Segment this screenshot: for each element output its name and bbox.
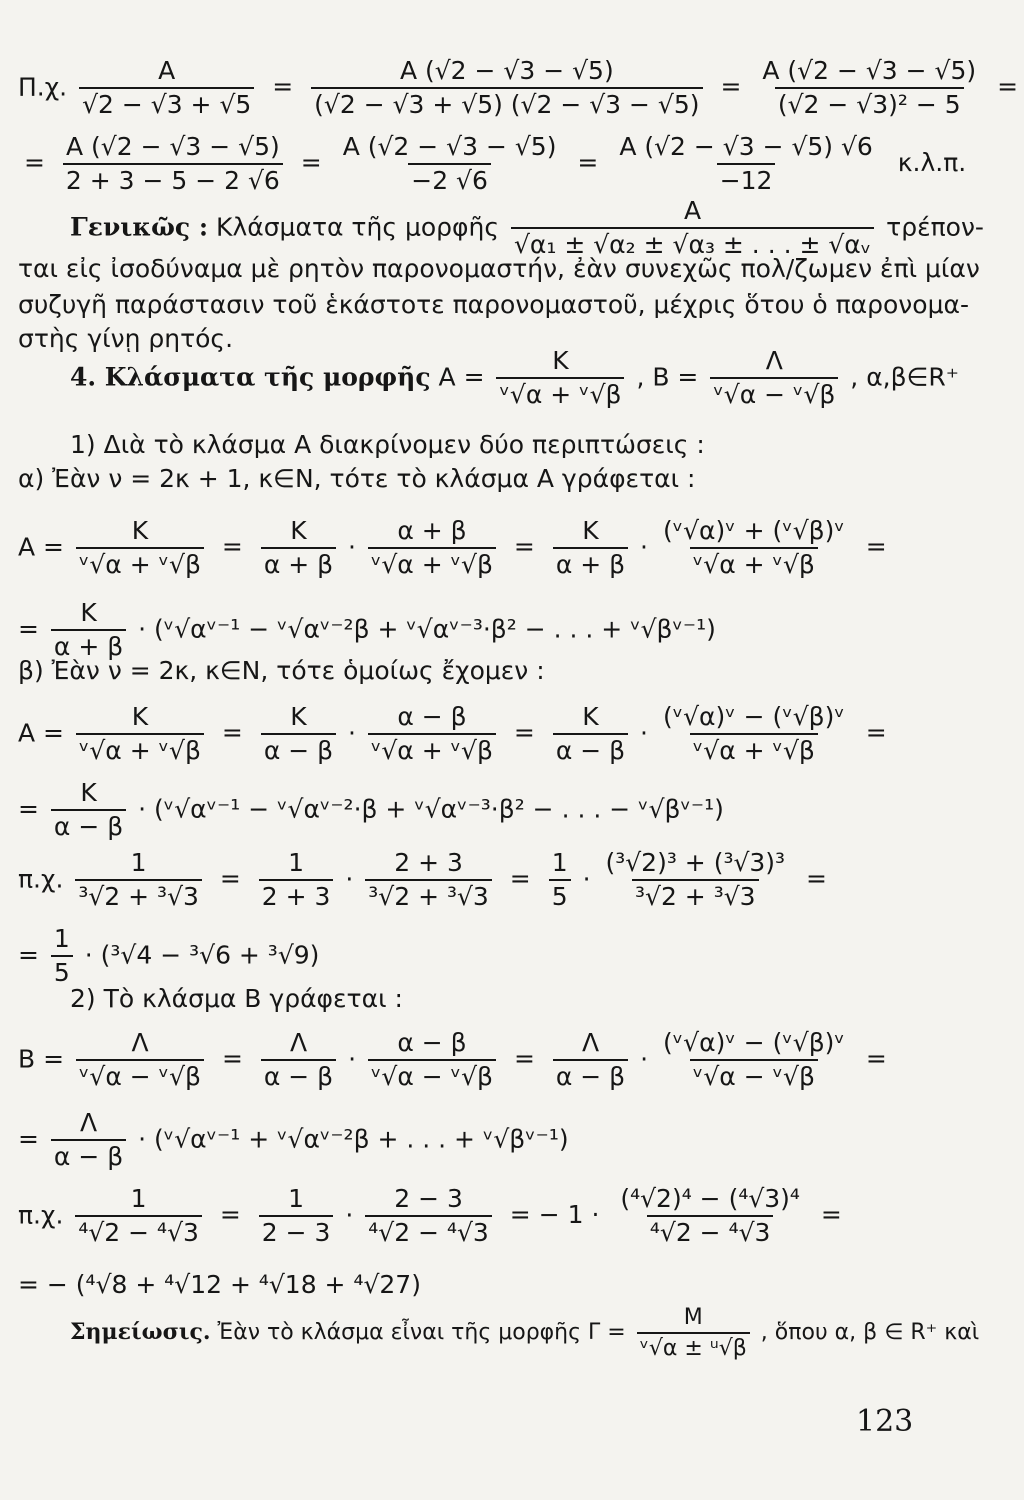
fraction: $\frac{1}{2 - 3}$	[259, 1186, 334, 1247]
equation-line: = $\frac{K}{\alpha - \beta}$ · (ᵛ√αᵛ⁻¹ − ᵛ√αᵛ⁻²·β + ᵛ√αᵛ⁻³·β² − . . . − ᵛ√βᵛ⁻¹)	[18, 778, 724, 842]
fraction: $\frac{\text{(ᵛ√α)ᵛ − (ᵛ√β)ᵛ}}{\text{ᵛ√α − ᵛ√β}}$	[663, 1028, 845, 1092]
fraction: $\frac{2 + 3}{\text{³√2 + ³√3}}$	[365, 850, 492, 911]
equation-line: = $\frac{K}{\alpha + \beta}$ · (ᵛ√αᵛ⁻¹ − ᵛ√αᵛ⁻²β + ᵛ√αᵛ⁻³·β² − . . . + ᵛ√βᵛ⁻¹)	[18, 598, 716, 662]
fraction: $\frac{K}{\alpha + \beta}$	[51, 600, 126, 661]
paragraph-line: στὴς γίνῃ ρητός.	[18, 324, 234, 353]
fraction: $\frac{1}{5}$	[51, 926, 73, 987]
fraction: $\frac{A}{√2 - √3 + √5}$	[79, 58, 254, 119]
paragraph-line: ται εἰς ἰσοδύναμα μὲ ρητὸν παρονομαστήν, ἐὰν συνεχῶς πολ/ζωμεν ἐπὶ μίαν	[18, 254, 980, 283]
fraction: $\frac{\Lambda}{\text{ᵛ√α − ᵛ√β}}$	[710, 348, 838, 409]
case-alpha-text: α) Ἐὰν ν = 2κ + 1, κ∈N, τότε τὸ κλάσμα A γράφεται :	[18, 464, 696, 493]
example-line-2: = $\frac{A (√2 - √3 - √5)}{2 + 3 - 5 - 2 √6}$ = $\frac{A (√2 - √3 - √5)}{-2 √6}$ = $\frac{A (√2 - √3 - √5) √6}{-12}$ κ.λ.π.	[24, 132, 967, 196]
fraction: $\frac{1}{\text{³√2 + ³√3}}$	[75, 850, 202, 911]
fraction: $\frac{A (√2 - √3 - √5)}{(√2 - √3 + √5) (√2 - √3 - √5)}$	[311, 58, 702, 119]
example-line: π.χ. $\frac{1}{\text{³√2 + ³√3}}$ = $\frac{1}{2 + 3}$ · $\frac{2 + 3}{\text{³√2 + ³√3}}$ = $\frac{1}{5}$ · $\frac{\text{(³√2)³ + (³√3)³}}{\text{³√2 + ³√3}}$ =	[18, 848, 827, 912]
fraction: $\frac{K}{\text{ᵛ√α + ᵛ√β}}$	[76, 518, 204, 579]
example-line-1: Π.χ. $\frac{A}{√2 - √3 + √5}$ = $\frac{A (√2 - √3 - √5)}{(√2 - √3 + √5) (√2 - √3 - √5)}$ = $\frac{A (√2 - √3 - √5)}{\text{(√2 − √3)² − 5}}$ =	[18, 56, 1019, 120]
fraction: $\frac{A (√2 - √3 - √5) √6}{-12}$	[619, 132, 873, 196]
case-beta-text: β) Ἐὰν ν = 2κ, κ∈N, τότε ὁμοίως ἔχομεν :	[18, 656, 545, 685]
fraction: $\frac{\Lambda}{\alpha - \beta}$	[553, 1030, 628, 1091]
fraction: $\frac{K}{\alpha - \beta}$	[261, 704, 336, 765]
equation-line: = $\frac{1}{5}$ · (³√4 − ³√6 + ³√9)	[18, 924, 320, 988]
fraction: $\frac{\alpha - \beta}{\text{ᵛ√α − ᵛ√β}}$	[368, 1030, 496, 1091]
case-2-text: 2) Τὸ κλάσμα B γράφεται :	[70, 984, 403, 1013]
fraction: $\frac{A}{\text{√α₁ ± √α₂ ± √α₃ ± . . . ± √αᵥ}}$	[511, 198, 874, 259]
case-1-text: 1) Διὰ τὸ κλάσμα A διακρίνομεν δύο περιπτώσεις :	[70, 430, 705, 459]
note-line: Σημείωσις. Ἐὰν τὸ κλάσμα εἶναι τῆς μορφῆς Γ = $\frac{M}{\text{ᵛ√α ± ᵘ√β}}$ , ὅπου α, β ∈ R⁺ καὶ	[70, 1305, 980, 1362]
fraction: $\frac{\Lambda}{\text{ᵛ√α − ᵛ√β}}$	[76, 1030, 204, 1091]
fraction: $\frac{K}{\text{ᵛ√α + ᵛ√β}}$	[76, 704, 204, 765]
fraction: $\frac{K}{\alpha - \beta}$	[51, 780, 126, 841]
example-label: Π.χ.	[18, 72, 68, 102]
fraction: $\frac{\Lambda}{\alpha - \beta}$	[261, 1030, 336, 1091]
fraction: $\frac{1}{5}$	[549, 850, 571, 911]
general-rule-line: Γενικῶς : Κλάσματα τῆς μορφῆς $\frac{A}{\text{√α₁ ± √α₂ ± √α₃ ± . . . ± √αᵥ}}$ τρέπον-	[70, 196, 984, 260]
equation-line: A = $\frac{K}{\text{ᵛ√α + ᵛ√β}}$ = $\frac{K}{\alpha - \beta}$ · $\frac{\alpha - \beta}{\text{ᵛ√α + ᵛ√β}}$ = $\frac{K}{\alpha - \beta}$ · $\frac{\text{(ᵛ√α)ᵛ − (ᵛ√β)ᵛ}}{\text{ᵛ√α + ᵛ√β}}$ =	[18, 702, 887, 766]
fraction: $\frac{A (√2 - √3 - √5)}{-2 √6}$	[342, 132, 557, 196]
fraction: $\frac{K}{\alpha + \beta}$	[553, 518, 628, 579]
equation-line: = − (⁴√8 + ⁴√12 + ⁴√18 + ⁴√27)	[18, 1270, 421, 1299]
general-label: Γενικῶς :	[70, 212, 209, 242]
fraction: $\frac{\alpha - \beta}{\text{ᵛ√α + ᵛ√β}}$	[368, 704, 496, 765]
fraction: $\frac{\text{(ᵛ√α)ᵛ + (ᵛ√β)ᵛ}}{\text{ᵛ√α + ᵛ√β}}$	[662, 516, 845, 580]
equation-line: A = $\frac{K}{\text{ᵛ√α + ᵛ√β}}$ = $\frac{K}{\alpha + \beta}$ · $\frac{\alpha + \beta}{\text{ᵛ√α + ᵛ√β}}$ = $\frac{K}{\alpha + \beta}$ · $\frac{\text{(ᵛ√α)ᵛ + (ᵛ√β)ᵛ}}{\text{ᵛ√α + ᵛ√β}}$ =	[18, 516, 887, 580]
page-number: 123	[856, 1404, 914, 1439]
fraction: $\frac{A (√2 - √3 - √5)}{\text{(√2 − √3)² − 5}}$	[762, 56, 977, 120]
fraction: $\frac{1}{2 + 3}$	[259, 850, 334, 911]
note-label: Σημείωσις.	[70, 1319, 211, 1346]
fraction: $\frac{\text{(³√2)³ + (³√3)³}}{\text{³√2 + ³√3}}$	[605, 848, 786, 912]
equation-line: B = $\frac{\Lambda}{\text{ᵛ√α − ᵛ√β}}$ = $\frac{\Lambda}{\alpha - \beta}$ · $\frac{\alpha - \beta}{\text{ᵛ√α − ᵛ√β}}$ = $\frac{\Lambda}{\alpha - \beta}$ · $\frac{\text{(ᵛ√α)ᵛ − (ᵛ√β)ᵛ}}{\text{ᵛ√α − ᵛ√β}}$ =	[18, 1028, 887, 1092]
equation-line: = $\frac{\Lambda}{\alpha - \beta}$ · (ᵛ√αᵛ⁻¹ + ᵛ√αᵛ⁻²β + . . . + ᵛ√βᵛ⁻¹)	[18, 1108, 569, 1172]
fraction: $\frac{K}{\text{ᵛ√α + ᵛ√β}}$	[496, 348, 624, 409]
fraction: $\frac{\text{(ᵛ√α)ᵛ − (ᵛ√β)ᵛ}}{\text{ᵛ√α + ᵛ√β}}$	[662, 702, 845, 766]
section-title: 4. Κλάσματα τῆς μορφῆς	[70, 362, 431, 392]
section-heading: 4. Κλάσματα τῆς μορφῆς A = $\frac{K}{\text{ᵛ√α + ᵛ√β}}$ , B = $\frac{\Lambda}{\text{ᵛ√α − ᵛ√β}}$ , α,β∈R⁺	[70, 346, 959, 410]
example-line: π.χ. $\frac{1}{\text{⁴√2 − ⁴√3}}$ = $\frac{1}{2 - 3}$ · $\frac{2 - 3}{\text{⁴√2 − ⁴√3}}$ = − 1 · $\frac{\text{(⁴√2)⁴ − (⁴√3)⁴}}{\text{⁴√2 − ⁴√3}}$ =	[18, 1184, 842, 1248]
fraction: $\frac{A (√2 - √3 - √5)}{2 + 3 - 5 - 2 √6}$	[63, 134, 283, 195]
fraction: $\frac{M}{\text{ᵛ√α ± ᵘ√β}}$	[637, 1306, 750, 1360]
fraction: $\frac{2 - 3}{\text{⁴√2 − ⁴√3}}$	[365, 1186, 492, 1247]
paragraph-line: συζυγῆ παράστασιν τοῦ ἑκάστοτε παρονομαστοῦ, μέχρις ὅτου ὁ παρονομα-	[18, 290, 969, 319]
fraction: $\frac{K}{\alpha - \beta}$	[553, 704, 628, 765]
fraction: $\frac{\alpha + \beta}{\text{ᵛ√α + ᵛ√β}}$	[368, 518, 496, 579]
fraction: $\frac{\Lambda}{\alpha - \beta}$	[51, 1110, 126, 1171]
fraction: $\frac{K}{\alpha + \beta}$	[261, 518, 336, 579]
etc-text: κ.λ.π.	[897, 148, 967, 178]
fraction: $\frac{1}{\text{⁴√2 − ⁴√3}}$	[75, 1186, 202, 1247]
fraction: $\frac{\text{(⁴√2)⁴ − (⁴√3)⁴}}{\text{⁴√2 − ⁴√3}}$	[620, 1184, 800, 1248]
